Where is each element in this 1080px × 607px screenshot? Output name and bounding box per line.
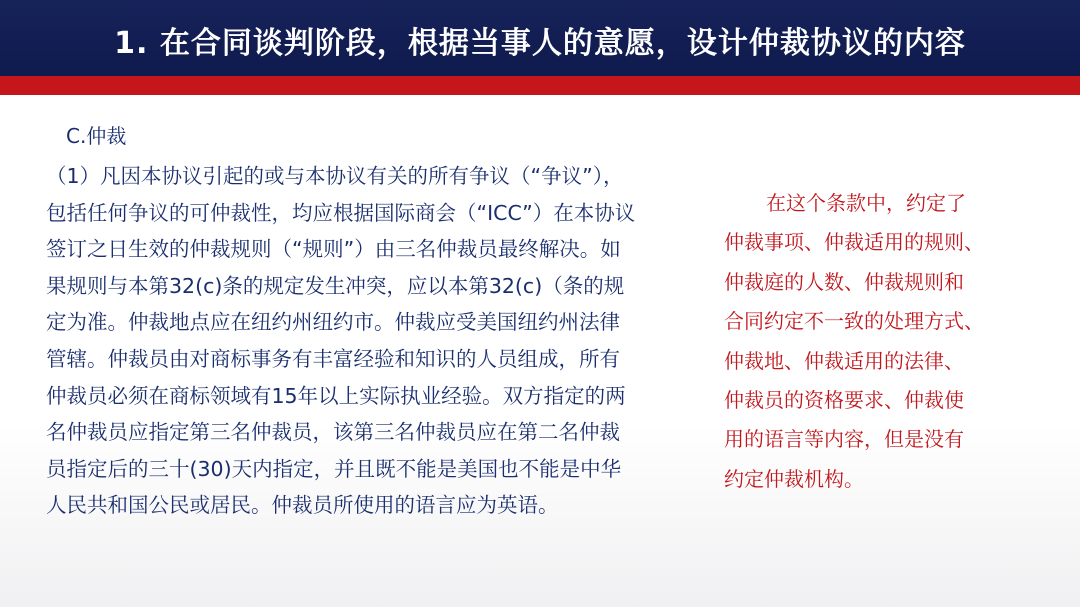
note-line: 合同约定不一致的处理方式、 (724, 309, 984, 334)
clause-line: 名仲裁员应指定第三名仲裁员，该第三名仲裁员应在第二名仲裁 (46, 420, 620, 445)
clause-line: 员指定后的三十(30)天内指定，并且既不能是美国也不能是中华 (46, 456, 622, 481)
section-label: C.仲裁 (66, 124, 127, 148)
clause-line: 果规则与本第32(c)条的规定发生冲突，应以本第32(c)（条的规 (46, 273, 625, 298)
commentary-note (724, 184, 1024, 499)
clause-line: 人民共和国公民或居民。仲裁员所使用的语言应为英语。 (46, 493, 559, 518)
title-accent-bar (0, 76, 1080, 95)
note-line: 仲裁地、仲裁适用的法律、 (724, 348, 964, 373)
clause-line: 定为准。仲裁地点应在纽约州纽约市。仲裁应受美国纽约州法律 (46, 310, 620, 335)
clause-line: 管辖。仲裁员由对商标事务有丰富经验和知识的人员组成，所有 (46, 346, 620, 371)
note-line: 仲裁庭的人数、仲裁规则和 (724, 269, 964, 294)
clause-line: 仲裁员必须在商标领域有15年以上实际执业经验。双方指定的两 (46, 383, 626, 408)
note-line: 用的语言等内容，但是没有 (724, 427, 964, 452)
title-bar (0, 0, 1080, 76)
clause-line: （1）凡因本协议引起的或与本协议有关的所有争议（“争议”）， (46, 164, 624, 188)
note-line: 约定仲裁机构。 (724, 466, 864, 491)
note-line: 仲裁员的资格要求、仲裁使 (724, 388, 964, 413)
clause-line: 签订之日生效的仲裁规则（“规则”）由三名仲裁员最终解决。如 (46, 237, 621, 262)
arbitration-clause-text (46, 158, 696, 524)
note-line: 仲裁事项、仲裁适用的规则、 (724, 230, 984, 255)
slide-title: 1. 在合同谈判阶段，根据当事人的意愿，设计仲裁协议的内容 (114, 26, 966, 61)
clause-line: 包括任何争议的可仲裁性，均应根据国际商会（“ICC”）在本协议 (46, 200, 636, 225)
note-line: 在这个条款中，约定了 (766, 191, 966, 215)
